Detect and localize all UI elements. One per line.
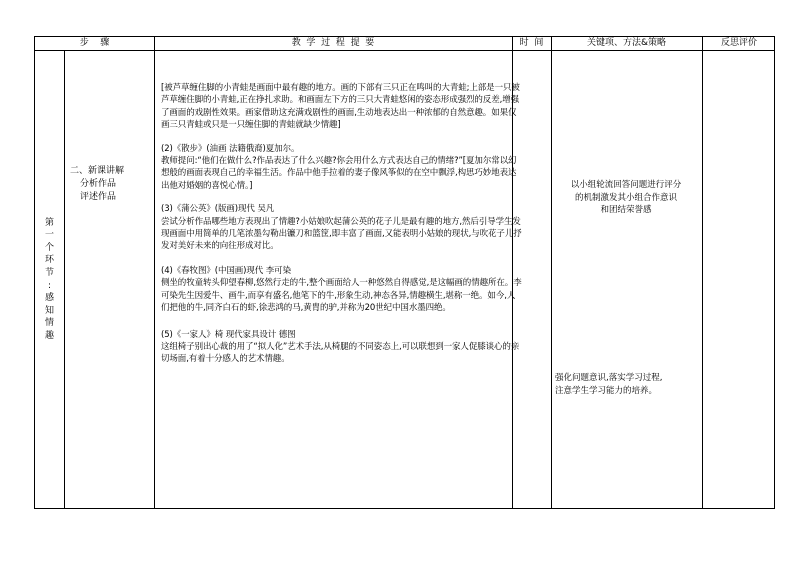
methods-line: 和团结荣誉感: [600, 205, 652, 215]
header-methods: 关键项、方法&策略: [586, 38, 667, 48]
methods-line: 以小组轮流回答问题进行评分: [570, 180, 682, 190]
item4-body: 侧坐的牧童转头仰望春柳,悠然行走的牛,整个画面给人一种悠然自得感觉,是这幅画的情趣所在。李可染先生因爱牛、画牛,而享有盛名,他笔下的牛,形象生动,神态各异,情趣横生,堪称一绝。如今,人们把他的牛,同齐白石的虾,徐悲鸿的马,黄胄的驴,并称为20世纪中国水墨四绝。: [161, 278, 522, 314]
methods-line: 注意学生学习能力的培养。: [555, 385, 658, 396]
item3-title: (3)《蒲公英》(版画)现代 吴凡: [161, 204, 275, 215]
item5-title: (5)《一家人》椅 现代家具设计 德图: [161, 329, 296, 340]
substep-line: 二、新课讲解: [70, 166, 125, 176]
column-divider: [551, 37, 552, 508]
header-steps: 步 骤: [79, 38, 110, 48]
process-content: [161, 82, 523, 366]
header-time: 时 间: [519, 38, 544, 48]
item4-title: (4)《春牧图》(中国画)现代 李可染: [161, 265, 291, 276]
column-divider: [64, 37, 65, 508]
stage-char: 一: [44, 230, 54, 241]
stage-char: 第: [44, 217, 54, 228]
stage-char: 感: [44, 293, 54, 304]
column-divider: [702, 37, 703, 508]
column-divider: [154, 37, 155, 508]
substep-line: 评述作品: [80, 192, 117, 202]
intro-paragraph: [被芦草缠住脚的小青蛙是画面中最有趣的地方。画的下部有三只正在鸣叫的大青蛙;上部是一只被芦草缠住脚的小青蛙,正在挣扎求助。和画面左下方的三只大青蛙悠闲的姿态形成强烈的反差,增强了画面的戏剧性效果。画家借助这充满戏剧性的画面,生动地表达出一种浓郁的自然意趣。如果仅画三只青蛙或只是一只缠住脚的青蛙就缺少情趣]: [161, 83, 520, 131]
header-divider: [35, 50, 774, 51]
stage-char: 节: [44, 267, 54, 278]
methods-line: 强化问题意识,落实学习过程,: [555, 373, 663, 383]
stage-char: 环: [44, 255, 54, 266]
substep-line: 分析作品: [80, 179, 117, 189]
item2-body: 教师提问:“他们在做什么?作品表达了什么兴趣?你会用什么方式表达自己的情绪?”[夏加尔常以幻想般的画面表现自己的幸福生活。作品中他手拉着的妻子像风筝似的在空中飘浮,构思巧妙地表达出他对婚姻的喜悦心情。]: [161, 156, 517, 191]
lesson-plan-table: [34, 36, 775, 509]
substep-label: [70, 165, 155, 204]
methods-line: 的机制激发其小组合作意识: [574, 192, 677, 203]
header-process: 教 学 过 程 提 要: [291, 38, 375, 48]
item5-body: 这组椅子别出心裁的用了“拟人化”艺术手法,从椅腿的不同姿态上,可以联想到一家人促膝谈心的亲切场面,有着十分感人的艺术情趣。: [161, 341, 520, 365]
stage-label: [35, 51, 64, 508]
methods-group-note: [555, 179, 697, 217]
stage-char: :: [47, 280, 52, 291]
item3-body: 尝试分析作品哪些地方表现出了情趣?小姑娘吹起蒲公英的花子儿是最有趣的地方,然后引导学生发现画面中用简单的几笔浓墨勾勒出镰刀和篮筐,即丰富了画面,又能表明小姑娘的现状,与吹花子儿抒发对美好未来的向往形成对比。: [161, 216, 522, 252]
header-reflection: 反思评价: [720, 38, 757, 48]
stage-char: 情: [44, 318, 54, 329]
stage-char: 知: [44, 305, 54, 316]
methods-awareness-note: [555, 372, 700, 397]
item2-title: (2)《散步》(油画 法籍俄裔)夏加尔。: [161, 143, 300, 154]
stage-char: 趣: [44, 330, 54, 341]
stage-char: 个: [44, 242, 54, 253]
